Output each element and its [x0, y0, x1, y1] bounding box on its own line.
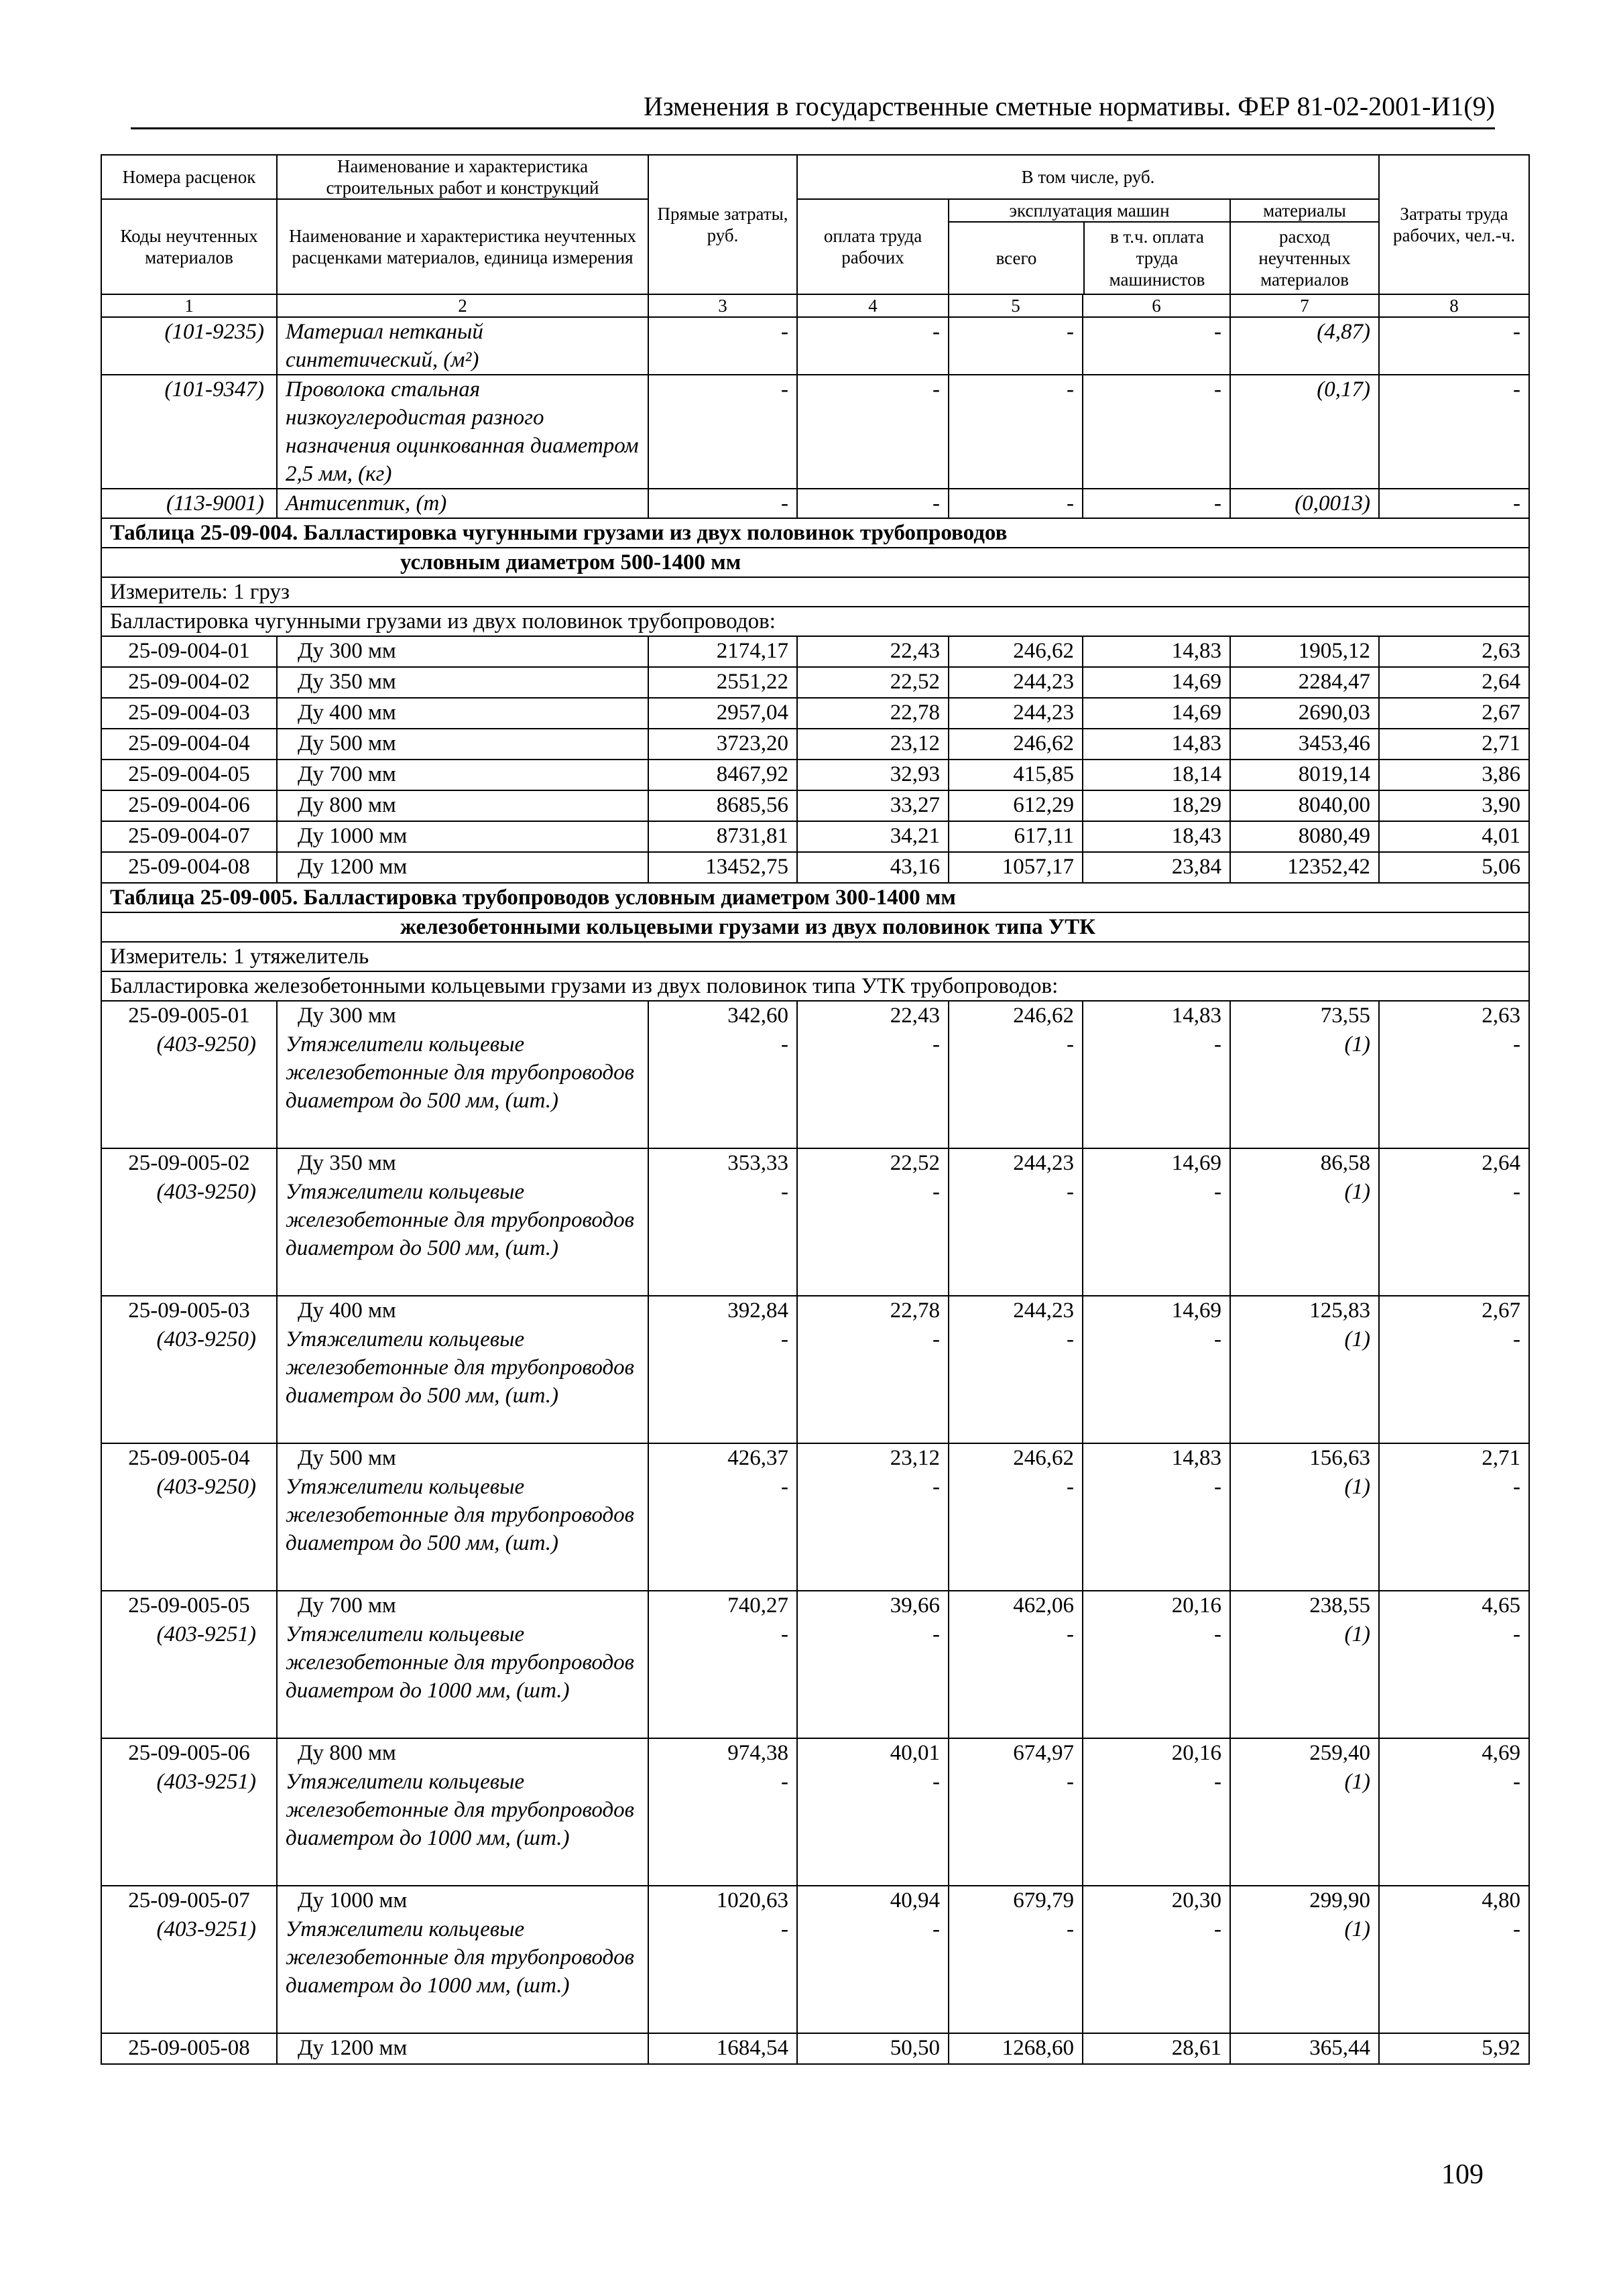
rate-code: 25-09-004-08 [101, 852, 277, 883]
rate-hours: 3,86 [1379, 760, 1529, 790]
rate-row [101, 852, 1529, 883]
material-row [101, 1620, 1529, 1738]
material-hours: - [1379, 1473, 1529, 1591]
rate-hours: 2,67 [1379, 698, 1529, 729]
rate-mach_pay: 14,83 [1083, 729, 1230, 760]
material-row [101, 375, 1529, 489]
section-heading: Балластировка железобетонными кольцевыми грузами из двух половинок типа УТК трубопроводов: [101, 971, 1529, 1001]
rate-name: Ду 1000 мм [277, 821, 648, 852]
norms-table [101, 154, 1530, 2065]
rate-mach: 246,62 [949, 729, 1083, 760]
material-labor: - [797, 1768, 949, 1886]
material-direct: - [648, 1768, 797, 1886]
material-mach_pay: - [1083, 1325, 1230, 1443]
rate-mach: 244,23 [949, 1296, 1083, 1325]
rate-name: Ду 500 мм [277, 1443, 648, 1473]
head-materials-label: материалы [1231, 200, 1378, 223]
rate-hours: 2,63 [1379, 636, 1529, 667]
rate-code: 25-09-005-01 [101, 1001, 277, 1030]
head-machines-label: эксплуатация машин [949, 200, 1229, 223]
rate-row [101, 1296, 1529, 1325]
rate-direct: 974,38 [648, 1738, 797, 1768]
material-hours: - [1379, 317, 1529, 375]
rate-name: Ду 300 мм [277, 636, 648, 667]
rate-mach: 246,62 [949, 1001, 1083, 1030]
material-mach_pay: - [1083, 1915, 1230, 2033]
rate-name: Ду 350 мм [277, 1148, 648, 1178]
rate-mat: 2284,47 [1230, 667, 1379, 698]
material-name: Антисептик, (т) [277, 489, 648, 518]
material-mach_pay: - [1083, 489, 1230, 518]
rate-labor: 22,52 [797, 667, 949, 698]
page-header [131, 86, 1495, 129]
head-material-name: Наименование и характеристика неучтенных расценками материалов, единица измерения [277, 199, 648, 294]
head-machines [949, 199, 1230, 294]
rate-mach_pay: 14,69 [1083, 1296, 1230, 1325]
material-direct: - [648, 489, 797, 518]
rate-mach_pay: 14,69 [1083, 1148, 1230, 1178]
rate-row [101, 760, 1529, 790]
rate-row [101, 1738, 1529, 1768]
rate-mat: 8040,00 [1230, 790, 1379, 821]
material-code: (403-9250) [101, 1325, 277, 1443]
rate-mat: 8019,14 [1230, 760, 1379, 790]
rate-row [101, 636, 1529, 667]
material-direct: - [648, 1915, 797, 2033]
material-name: Утяжелители кольцевые железобетонные для трубопроводов диаметром до 500 мм, (шт.) [277, 1030, 648, 1148]
material-code: (113-9001) [101, 489, 277, 518]
material-mat: (1) [1230, 1030, 1379, 1148]
table-title-line2: железобетонными кольцевыми грузами из двух половинок типа УТК [101, 912, 1529, 942]
material-mach: - [949, 375, 1083, 489]
rate-labor: 43,16 [797, 852, 949, 883]
head-materials-sub: расход неучтенных материалов [1258, 227, 1351, 290]
material-mach: - [949, 1030, 1083, 1148]
rate-name: Ду 700 мм [277, 760, 648, 790]
rate-row [101, 729, 1529, 760]
rate-mach: 1057,17 [949, 852, 1083, 883]
material-direct: - [648, 1473, 797, 1591]
rate-name: Ду 400 мм [277, 1296, 648, 1325]
material-row [101, 1030, 1529, 1148]
rate-mat: 8080,49 [1230, 821, 1379, 852]
material-labor: - [797, 1178, 949, 1296]
rate-code: 25-09-004-02 [101, 667, 277, 698]
rate-row [101, 667, 1529, 698]
material-row [101, 1325, 1529, 1443]
rate-direct: 1684,54 [648, 2033, 797, 2064]
table005-title-row-1 [101, 883, 1529, 912]
rate-hours: 2,67 [1379, 1296, 1529, 1325]
rate-mach_pay: 20,16 [1083, 1738, 1230, 1768]
material-labor: - [797, 1915, 949, 2033]
material-mach: - [949, 317, 1083, 375]
material-mach: - [949, 1768, 1083, 1886]
rate-mach_pay: 14,83 [1083, 636, 1230, 667]
rate-mat: 125,83 [1230, 1296, 1379, 1325]
rate-direct: 3723,20 [648, 729, 797, 760]
rate-hours: 2,71 [1379, 729, 1529, 760]
material-code: (403-9251) [101, 1915, 277, 2033]
rate-labor: 34,21 [797, 821, 949, 852]
header-title: Изменения в государственные сметные нормативы. ФЕР 81-02-2001-И1(9) [643, 91, 1495, 121]
rate-direct: 740,27 [648, 1591, 797, 1620]
rate-direct: 8731,81 [648, 821, 797, 852]
rate-mach: 244,23 [949, 667, 1083, 698]
material-hours: - [1379, 1620, 1529, 1738]
head-rates: Номера расценок [101, 155, 277, 199]
rate-mat: 299,90 [1230, 1886, 1379, 1915]
rate-direct: 353,33 [648, 1148, 797, 1178]
rate-labor: 40,01 [797, 1738, 949, 1768]
rate-hours: 2,63 [1379, 1001, 1529, 1030]
rate-labor: 22,78 [797, 1296, 949, 1325]
material-hours: - [1379, 375, 1529, 489]
material-row [101, 1178, 1529, 1296]
material-code: (403-9250) [101, 1178, 277, 1296]
column-numbers-row [101, 294, 1529, 317]
rate-hours: 4,01 [1379, 821, 1529, 852]
material-labor: - [797, 1620, 949, 1738]
rate-labor: 33,27 [797, 790, 949, 821]
rate-mach: 462,06 [949, 1591, 1083, 1620]
rate-hours: 5,92 [1379, 2033, 1529, 2064]
material-mach_pay: - [1083, 1030, 1230, 1148]
rate-hours: 2,64 [1379, 667, 1529, 698]
rate-mach_pay: 14,83 [1083, 1001, 1230, 1030]
material-mach: - [949, 1620, 1083, 1738]
material-mat: (1) [1230, 1473, 1379, 1591]
rate-labor: 50,50 [797, 2033, 949, 2064]
rate-name: Ду 800 мм [277, 790, 648, 821]
rate-direct: 13452,75 [648, 852, 797, 883]
rate-mach_pay: 18,29 [1083, 790, 1230, 821]
table005-meter-row [101, 942, 1529, 971]
rate-code: 25-09-005-05 [101, 1591, 277, 1620]
rate-name: Ду 1200 мм [277, 2033, 648, 2064]
table004-meter-row [101, 577, 1529, 607]
material-hours: - [1379, 1915, 1529, 2033]
material-mach: - [949, 1325, 1083, 1443]
rate-row [101, 790, 1529, 821]
rate-labor: 22,52 [797, 1148, 949, 1178]
rate-code: 25-09-005-02 [101, 1148, 277, 1178]
rate-mach: 246,62 [949, 636, 1083, 667]
rate-mach: 244,23 [949, 1148, 1083, 1178]
rate-row [101, 1443, 1529, 1473]
rate-code: 25-09-005-06 [101, 1738, 277, 1768]
rate-mach: 1268,60 [949, 2033, 1083, 2064]
material-labor: - [797, 489, 949, 518]
material-mach: - [949, 1178, 1083, 1296]
rate-hours: 4,69 [1379, 1738, 1529, 1768]
material-mat: (0,17) [1230, 375, 1379, 489]
table004-section-row [101, 607, 1529, 636]
material-direct: - [648, 1030, 797, 1148]
rate-hours: 5,06 [1379, 852, 1529, 883]
head-material-codes: Коды неучтенных материалов [101, 199, 277, 294]
rate-direct: 8467,92 [648, 760, 797, 790]
rate-row [101, 821, 1529, 852]
rate-name: Ду 800 мм [277, 1738, 648, 1768]
head-including: В том числе, руб. [797, 155, 1379, 199]
rate-name: Ду 500 мм [277, 729, 648, 760]
material-name: Проволока стальная низкоуглеродистая разного назначения оцинкованная диаметром 2,5 мм, (кг) [277, 375, 648, 489]
material-row [101, 1768, 1529, 1886]
head-work-name: Наименование и характеристика строительных работ и конструкций [277, 155, 648, 199]
rate-mat: 156,63 [1230, 1443, 1379, 1473]
material-mat: (1) [1230, 1178, 1379, 1296]
col-num: 7 [1230, 294, 1379, 317]
header-row-2 [101, 199, 1529, 294]
col-num: 3 [648, 294, 797, 317]
material-row [101, 1915, 1529, 2033]
material-mach_pay: - [1083, 1620, 1230, 1738]
rate-mat: 12352,42 [1230, 852, 1379, 883]
material-row [101, 317, 1529, 375]
material-mach: - [949, 1473, 1083, 1591]
material-code: (403-9250) [101, 1030, 277, 1148]
rate-row [101, 1591, 1529, 1620]
material-mach: - [949, 1915, 1083, 2033]
material-mach_pay: - [1083, 317, 1230, 375]
measure-unit: Измеритель: 1 груз [101, 577, 1529, 607]
rate-code: 25-09-004-04 [101, 729, 277, 760]
rate-direct: 426,37 [648, 1443, 797, 1473]
header-row-1 [101, 155, 1529, 199]
rate-name: Ду 1200 мм [277, 852, 648, 883]
material-direct: - [648, 1325, 797, 1443]
rate-direct: 2551,22 [648, 667, 797, 698]
rate-hours: 4,65 [1379, 1591, 1529, 1620]
material-name: Утяжелители кольцевые железобетонные для трубопроводов диаметром до 500 мм, (шт.) [277, 1178, 648, 1296]
rate-mat: 259,40 [1230, 1738, 1379, 1768]
rate-code: 25-09-004-03 [101, 698, 277, 729]
rate-code: 25-09-005-03 [101, 1296, 277, 1325]
rate-labor: 22,43 [797, 636, 949, 667]
rate-mach_pay: 23,84 [1083, 852, 1230, 883]
material-name: Утяжелители кольцевые железобетонные для трубопроводов диаметром до 1000 мм, (шт.) [277, 1915, 648, 2033]
col-num: 6 [1083, 294, 1230, 317]
col-num: 4 [797, 294, 949, 317]
material-code: (403-9251) [101, 1620, 277, 1738]
rate-code: 25-09-005-07 [101, 1886, 277, 1915]
material-hours: - [1379, 1325, 1529, 1443]
table-title: Таблица 25-09-004. Балластировка чугунными грузами из двух половинок трубопроводов [101, 518, 1529, 548]
table004-title-row-2 [101, 548, 1529, 577]
material-mach: - [949, 489, 1083, 518]
rate-hours: 2,64 [1379, 1148, 1529, 1178]
rate-direct: 8685,56 [648, 790, 797, 821]
rate-mach_pay: 14,69 [1083, 667, 1230, 698]
material-name: Утяжелители кольцевые железобетонные для трубопроводов диаметром до 500 мм, (шт.) [277, 1325, 648, 1443]
rate-mach: 246,62 [949, 1443, 1083, 1473]
rate-code: 25-09-005-08 [101, 2033, 277, 2064]
table-title-line2: условным диаметром 500-1400 мм [101, 548, 1529, 577]
material-mach_pay: - [1083, 1178, 1230, 1296]
col-num: 1 [101, 294, 277, 317]
material-row [101, 489, 1529, 518]
rate-row [101, 1148, 1529, 1178]
rate-mach_pay: 14,69 [1083, 698, 1230, 729]
rate-mat: 3453,46 [1230, 729, 1379, 760]
rate-labor: 23,12 [797, 729, 949, 760]
rate-labor: 40,94 [797, 1886, 949, 1915]
material-mat: (1) [1230, 1325, 1379, 1443]
material-code: (101-9347) [101, 375, 277, 489]
rate-name: Ду 1000 мм [277, 1886, 648, 1915]
rate-code: 25-09-004-07 [101, 821, 277, 852]
rate-hours: 3,90 [1379, 790, 1529, 821]
rate-labor: 39,66 [797, 1591, 949, 1620]
head-materials [1230, 199, 1379, 294]
rate-name: Ду 350 мм [277, 667, 648, 698]
rate-direct: 392,84 [648, 1296, 797, 1325]
rate-mach_pay: 20,16 [1083, 1591, 1230, 1620]
table005-title-row-2 [101, 912, 1529, 942]
material-hours: - [1379, 1178, 1529, 1296]
rate-labor: 23,12 [797, 1443, 949, 1473]
material-direct: - [648, 1620, 797, 1738]
material-hours: - [1379, 1768, 1529, 1886]
rate-mach: 674,97 [949, 1738, 1083, 1768]
rate-mat: 1905,12 [1230, 636, 1379, 667]
rate-mach: 617,11 [949, 821, 1083, 852]
rate-row [101, 1886, 1529, 1915]
rate-name: Ду 300 мм [277, 1001, 648, 1030]
rate-code: 25-09-005-04 [101, 1443, 277, 1473]
material-mach_pay: - [1083, 1768, 1230, 1886]
material-mat: (1) [1230, 1620, 1379, 1738]
section-heading: Балластировка чугунными грузами из двух половинок трубопроводов: [101, 607, 1529, 636]
rate-name: Ду 700 мм [277, 1591, 648, 1620]
rate-labor: 22,43 [797, 1001, 949, 1030]
rate-name: Ду 400 мм [277, 698, 648, 729]
rate-direct: 2174,17 [648, 636, 797, 667]
rate-mach_pay: 18,43 [1083, 821, 1230, 852]
material-direct: - [648, 317, 797, 375]
head-labor-costs: Затраты труда рабочих, чел.-ч. [1379, 155, 1529, 294]
head-direct-costs: Прямые затраты, руб. [648, 155, 797, 294]
material-code: (403-9250) [101, 1473, 277, 1591]
rate-code: 25-09-004-05 [101, 760, 277, 790]
material-mat: (1) [1230, 1768, 1379, 1886]
material-direct: - [648, 1178, 797, 1296]
rate-labor: 32,93 [797, 760, 949, 790]
material-hours: - [1379, 1030, 1529, 1148]
material-labor: - [797, 1325, 949, 1443]
rate-code: 25-09-004-01 [101, 636, 277, 667]
rate-mat: 86,58 [1230, 1148, 1379, 1178]
material-mat: (0,0013) [1230, 489, 1379, 518]
material-labor: - [797, 317, 949, 375]
table-title: Таблица 25-09-005. Балластировка трубопроводов условным диаметром 300-1400 мм [101, 883, 1529, 912]
rate-mach_pay: 28,61 [1083, 2033, 1230, 2064]
material-hours: - [1379, 489, 1529, 518]
rate-mach: 612,29 [949, 790, 1083, 821]
head-machines-pay: в т.ч. оплата труда машинистов [1109, 227, 1205, 290]
material-name: Утяжелители кольцевые железобетонные для трубопроводов диаметром до 1000 мм, (шт.) [277, 1768, 648, 1886]
rate-direct: 342,60 [648, 1001, 797, 1030]
rate-mat: 365,44 [1230, 2033, 1379, 2064]
col-num: 8 [1379, 294, 1529, 317]
head-machines-total: всего [949, 223, 1085, 294]
rate-row [101, 1001, 1529, 1030]
material-row [101, 1473, 1529, 1591]
head-labor-pay: оплата труда рабочих [797, 199, 949, 294]
rate-hours: 4,80 [1379, 1886, 1529, 1915]
rate-mach_pay: 14,83 [1083, 1443, 1230, 1473]
page-number: 109 [1441, 2159, 1484, 2190]
rate-row [101, 698, 1529, 729]
rate-labor: 22,78 [797, 698, 949, 729]
material-mach_pay: - [1083, 1473, 1230, 1591]
material-labor: - [797, 1473, 949, 1591]
measure-unit: Измеритель: 1 утяжелитель [101, 942, 1529, 971]
material-code: (101-9235) [101, 317, 277, 375]
col-num: 5 [949, 294, 1083, 317]
rate-mach_pay: 18,14 [1083, 760, 1230, 790]
material-direct: - [648, 375, 797, 489]
material-labor: - [797, 375, 949, 489]
material-mat: (4,87) [1230, 317, 1379, 375]
rate-mach: 244,23 [949, 698, 1083, 729]
material-name: Утяжелители кольцевые железобетонные для трубопроводов диаметром до 500 мм, (шт.) [277, 1473, 648, 1591]
material-mat: (1) [1230, 1915, 1379, 2033]
material-labor: - [797, 1030, 949, 1148]
rate-mach: 679,79 [949, 1886, 1083, 1915]
material-mach_pay: - [1083, 375, 1230, 489]
material-name: Утяжелители кольцевые железобетонные для трубопроводов диаметром до 1000 мм, (шт.) [277, 1620, 648, 1738]
material-code: (403-9251) [101, 1768, 277, 1886]
rate-mat: 2690,03 [1230, 698, 1379, 729]
rate-mach: 415,85 [949, 760, 1083, 790]
rate-mat: 73,55 [1230, 1001, 1379, 1030]
material-name: Материал нетканый синтетический, (м²) [277, 317, 648, 375]
rate-mach_pay: 20,30 [1083, 1886, 1230, 1915]
rate-code: 25-09-004-06 [101, 790, 277, 821]
table005-section-row [101, 971, 1529, 1001]
col-num: 2 [277, 294, 648, 317]
rate-direct: 2957,04 [648, 698, 797, 729]
rate-hours: 2,71 [1379, 1443, 1529, 1473]
rate-row [101, 2033, 1529, 2064]
rate-mat: 238,55 [1230, 1591, 1379, 1620]
table004-title-row-1 [101, 518, 1529, 548]
rate-direct: 1020,63 [648, 1886, 797, 1915]
